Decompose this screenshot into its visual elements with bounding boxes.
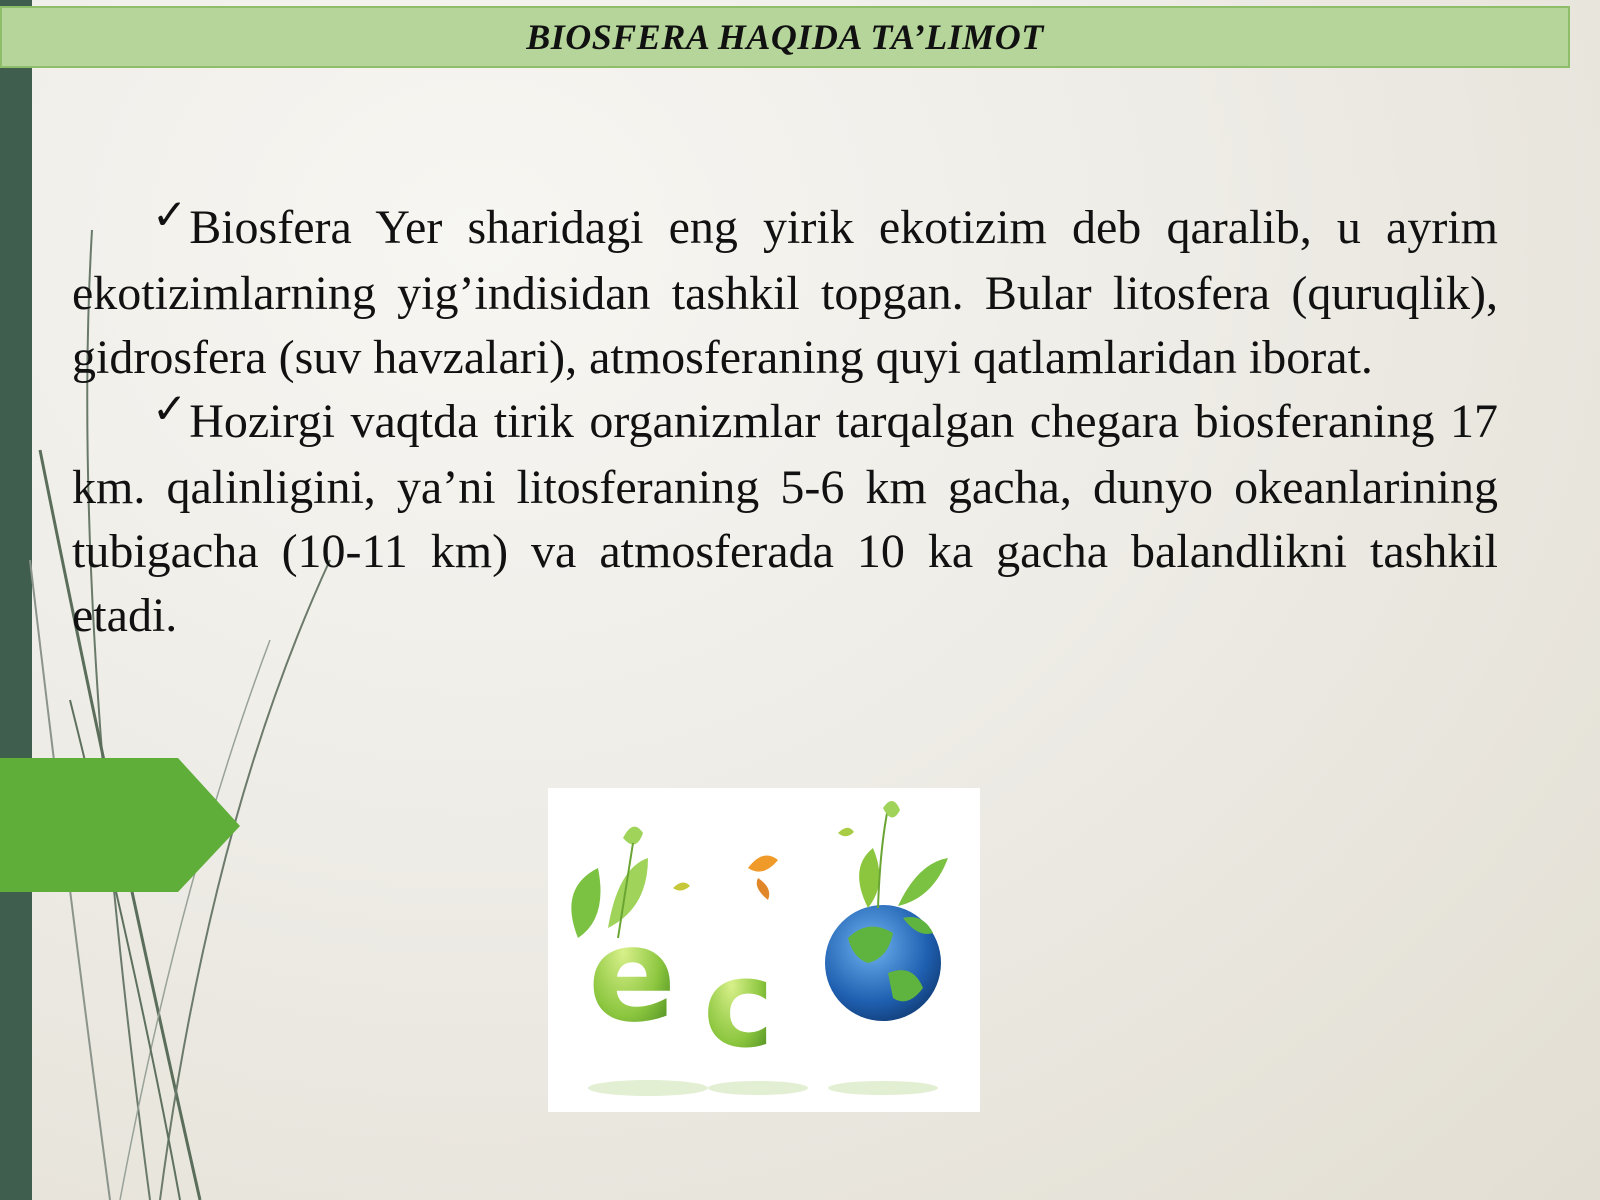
paragraph-biosphere: [72, 193, 1498, 390]
title-bar: [0, 6, 1570, 68]
eco-illustration: [548, 788, 980, 1112]
checkmark-icon: ✓: [152, 193, 188, 239]
green-arrow-shape: [0, 758, 240, 892]
checkmark-icon: ✓: [152, 387, 188, 433]
content-body: [72, 193, 1498, 648]
paragraph-text: Biosfera Yer sharidagi eng yirik ekotizim deb qaralib, u ayrim ekotizimlarning yig’indisidan tashkil topgan. Bular litosfera (quruqlik), gidrosfera (suv havzalari), atmosferaning quyi qatlamlaridan iborat.: [72, 201, 1498, 384]
eco-image: [548, 788, 980, 1112]
paragraph-boundaries: [72, 387, 1498, 648]
eco-letter-e: e: [588, 899, 677, 1051]
eco-letter-c: c: [703, 936, 775, 1075]
slide-title: BIOSFERA HAQIDA TA’LIMOT: [526, 17, 1044, 57]
paragraph-text: Hozirgi vaqtda tirik organizmlar tarqalgan chegara biosferaning 17 km. qalinligini, ya’ni litosferaning 5-6 km gacha, dunyo okeanlarining tubigacha (10-11 km) va atmosferada 10 ka gacha balandlikni tashkil etadi.: [72, 395, 1498, 642]
